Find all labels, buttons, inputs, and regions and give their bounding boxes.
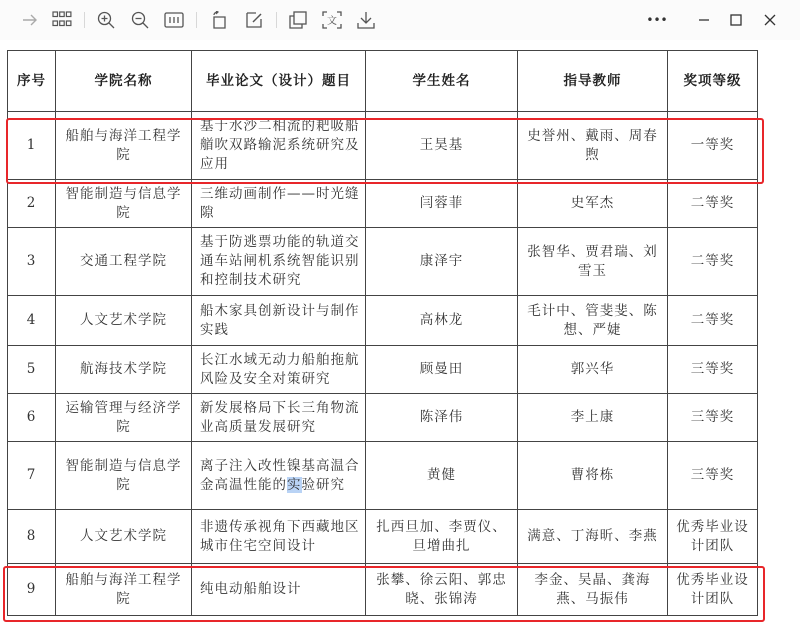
- cell-award: 优秀毕业设计团队: [668, 510, 758, 564]
- cell-student: 黄健: [366, 442, 518, 510]
- table-row: [8, 394, 758, 442]
- cell-student: 扎西旦加、李贾仪、旦增曲扎: [366, 510, 518, 564]
- minimize-icon[interactable]: [692, 8, 716, 32]
- header-award: 奖项等级: [668, 51, 758, 112]
- awards-table: [7, 50, 758, 616]
- cell-award: 一等奖: [668, 112, 758, 180]
- header-title: 毕业论文（设计）题目: [192, 51, 366, 112]
- cell-advisor: 史誉州、戴雨、周春煦: [518, 112, 668, 180]
- viewer-toolbar: [0, 0, 800, 40]
- table-row: [8, 564, 758, 616]
- fit-width-icon[interactable]: [162, 8, 186, 32]
- cell-award: 三等奖: [668, 442, 758, 510]
- cell-college: 智能制造与信息学院: [56, 180, 192, 228]
- cell-title: 纯电动船舶设计: [192, 564, 366, 616]
- cell-advisor: 满意、丁海昕、李燕: [518, 510, 668, 564]
- document-page: [0, 40, 800, 627]
- cell-title: 三维动画制作——时光缝隙: [192, 180, 366, 228]
- cell-student: 高林龙: [366, 296, 518, 346]
- cell-no: 7: [8, 442, 56, 510]
- table-row: [8, 510, 758, 564]
- cell-college: 交通工程学院: [56, 228, 192, 296]
- cell-college: 人文艺术学院: [56, 510, 192, 564]
- cell-title: 基于水沙二相流的耙吸船艏吹双路输泥系统研究及应用: [192, 112, 366, 180]
- zoom-in-icon[interactable]: [94, 8, 118, 32]
- cell-award: 二等奖: [668, 228, 758, 296]
- table-row: [8, 228, 758, 296]
- header-no: 序号: [8, 51, 56, 112]
- cell-title: 基于防逃票功能的轨道交通车站闸机系统智能识别和控制技术研究: [192, 228, 366, 296]
- svg-text:文: 文: [327, 16, 337, 27]
- cell-award: 优秀毕业设计团队: [668, 564, 758, 616]
- cell-title: [192, 442, 366, 510]
- edit-icon[interactable]: [242, 8, 266, 32]
- cell-advisor: 史军杰: [518, 180, 668, 228]
- cell-award: 三等奖: [668, 394, 758, 442]
- table-row: [8, 180, 758, 228]
- cell-title: 新发展格局下长三角物流业高质量发展研究: [192, 394, 366, 442]
- header-college: 学院名称: [56, 51, 192, 112]
- cell-no: 2: [8, 180, 56, 228]
- cell-award: 三等奖: [668, 346, 758, 394]
- cell-college: 船舶与海洋工程学院: [56, 112, 192, 180]
- cell-advisor: 张智华、贾君瑞、刘雪玉: [518, 228, 668, 296]
- cell-student: 闫蓉菲: [366, 180, 518, 228]
- header-student: 学生姓名: [366, 51, 518, 112]
- table-row: [8, 112, 758, 180]
- forward-arrow-icon[interactable]: [18, 8, 42, 32]
- close-icon[interactable]: [758, 8, 782, 32]
- cell-student: 康泽宇: [366, 228, 518, 296]
- zoom-out-icon[interactable]: [128, 8, 152, 32]
- table-row: [8, 296, 758, 346]
- title-text: 验研究: [301, 476, 345, 493]
- cell-no: 5: [8, 346, 56, 394]
- more-icon[interactable]: [642, 8, 672, 32]
- cell-title: 船木家具创新设计与制作实践: [192, 296, 366, 346]
- cell-student: 陈泽伟: [366, 394, 518, 442]
- cell-no: 9: [8, 564, 56, 616]
- cell-award: 二等奖: [668, 296, 758, 346]
- maximize-icon[interactable]: [724, 8, 748, 32]
- copy-icon[interactable]: [286, 8, 310, 32]
- cell-college: 运输管理与经济学院: [56, 394, 192, 442]
- cell-advisor: 李上康: [518, 394, 668, 442]
- cell-title: 非遗传承视角下西藏地区城市住宅空间设计: [192, 510, 366, 564]
- cell-no: 3: [8, 228, 56, 296]
- cell-student: 王昊基: [366, 112, 518, 180]
- cell-advisor: 李金、吴晶、龚海燕、马振伟: [518, 564, 668, 616]
- cell-no: 8: [8, 510, 56, 564]
- ocr-text-icon[interactable]: [320, 8, 344, 32]
- cell-no: 4: [8, 296, 56, 346]
- cell-advisor: 郭兴华: [518, 346, 668, 394]
- table-header-row: [8, 51, 758, 112]
- header-advisor: 指导教师: [518, 51, 668, 112]
- cell-college: 人文艺术学院: [56, 296, 192, 346]
- cell-college: 智能制造与信息学院: [56, 442, 192, 510]
- thumbnails-icon[interactable]: [50, 8, 74, 32]
- cell-student: 顾曼田: [366, 346, 518, 394]
- rotate-icon[interactable]: [208, 8, 232, 32]
- cell-award: 二等奖: [668, 180, 758, 228]
- title-text: 离子注入改性镍基高温合金高温性能的: [200, 457, 360, 493]
- download-icon[interactable]: [354, 8, 378, 32]
- cell-student: 张攀、徐云阳、郭忠晓、张锦涛: [366, 564, 518, 616]
- cell-advisor: 曹将栋: [518, 442, 668, 510]
- table-row: [8, 442, 758, 510]
- cell-no: 1: [8, 112, 56, 180]
- more-label: •••: [646, 13, 668, 27]
- selected-word[interactable]: 实: [287, 476, 302, 493]
- cell-college: 航海技术学院: [56, 346, 192, 394]
- cell-advisor: 毛计中、管斐斐、陈想、严婕: [518, 296, 668, 346]
- cell-no: 6: [8, 394, 56, 442]
- cell-title: 长江水域无动力船舶拖航风险及安全对策研究: [192, 346, 366, 394]
- cell-college: 船舶与海洋工程学院: [56, 564, 192, 616]
- table-row: [8, 346, 758, 394]
